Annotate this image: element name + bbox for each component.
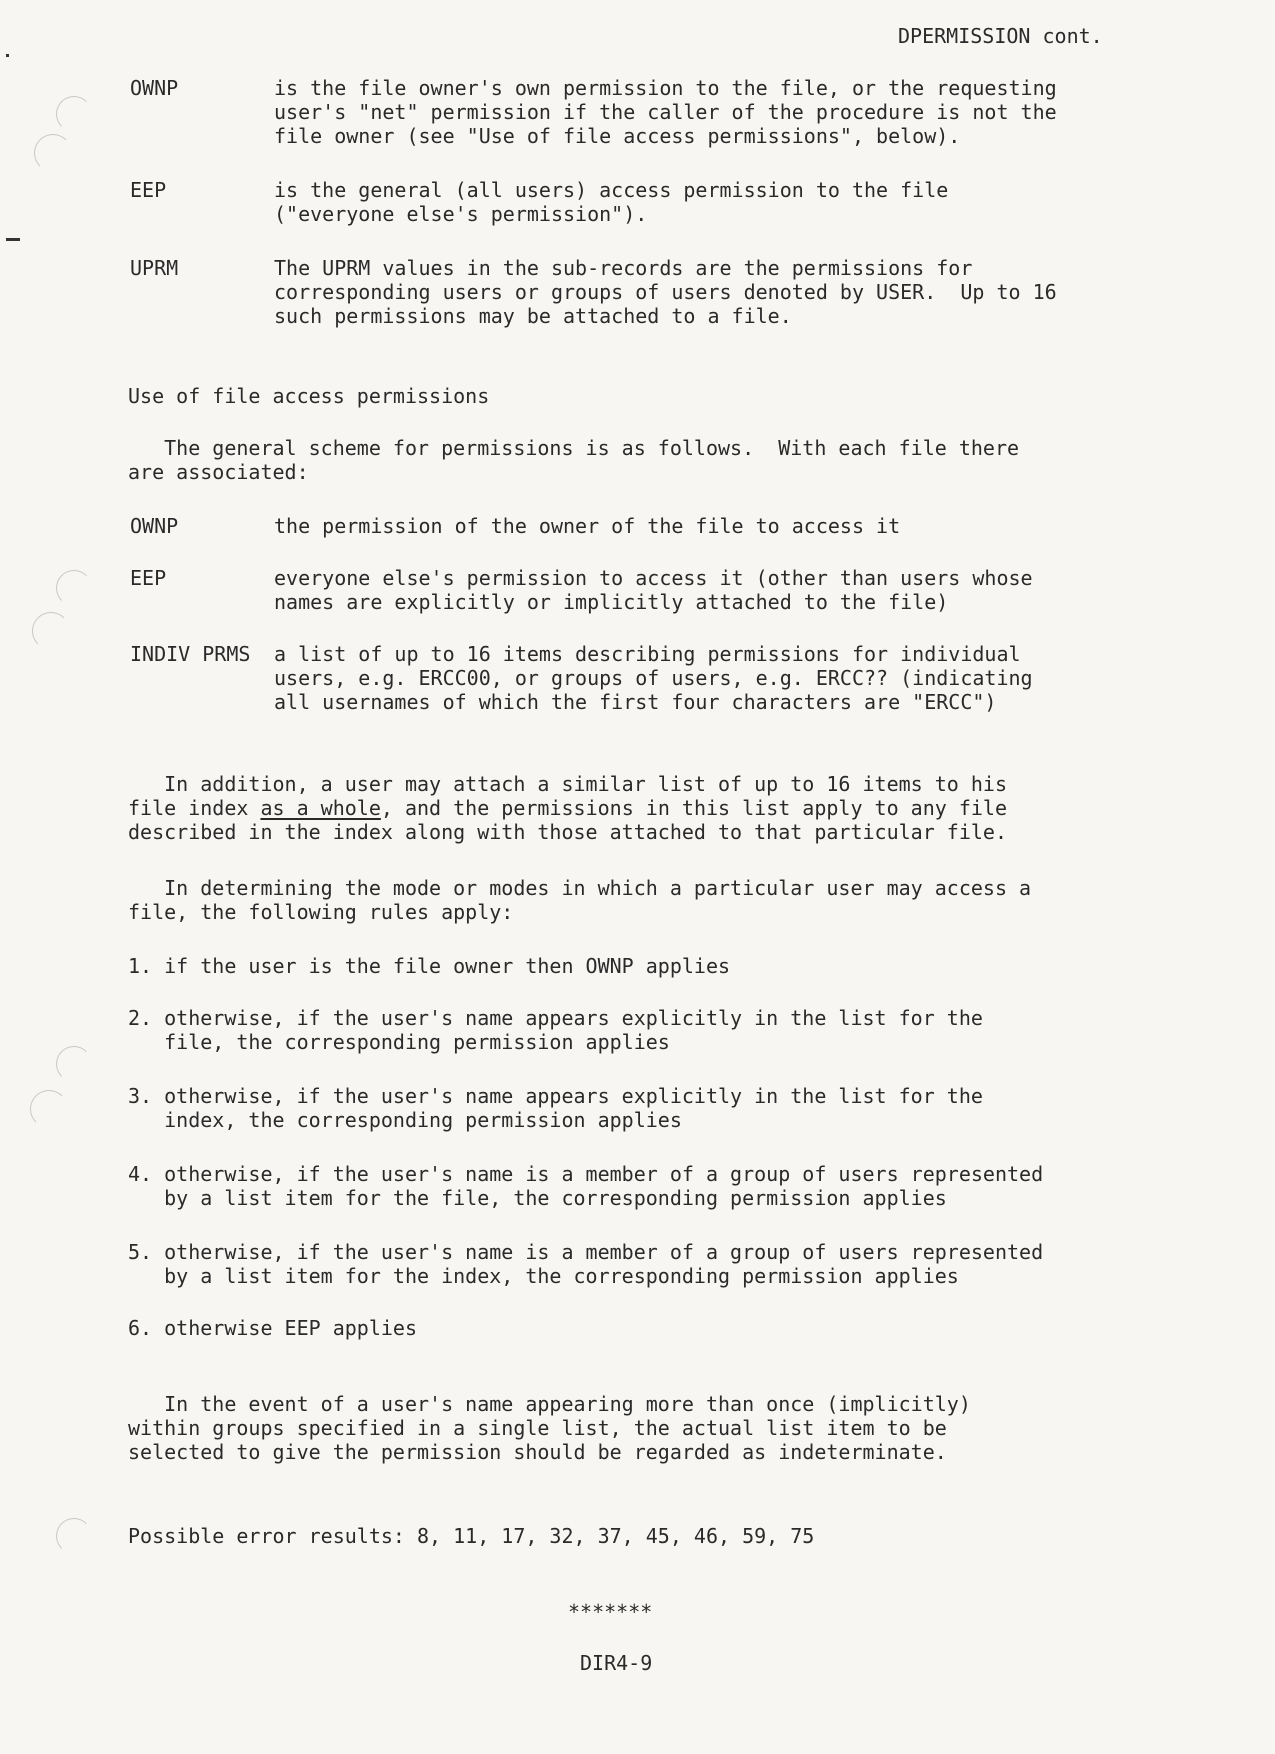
rule-line: 3. otherwise, if the user's name appears explicitly in the list for the: [128, 1084, 983, 1108]
term-ownp: OWNP: [130, 514, 179, 538]
term-ownp: OWNP: [130, 76, 179, 100]
paragraph-line: In addition, a user may attach a similar list of up to 16 items to his: [128, 772, 1007, 796]
paragraph-line: In determining the mode or modes in which a particular user may access a: [128, 876, 1032, 900]
paragraph-line: In the event of a user's name appearing more than once (implicitly): [128, 1392, 971, 1416]
rule-line: file, the corresponding permission applies: [128, 1030, 670, 1054]
term-eep: EEP: [130, 178, 167, 202]
rule-line: by a list item for the file, the corresponding permission applies: [128, 1186, 947, 1210]
paragraph-text: , and the permissions in this list apply to any file: [380, 796, 1008, 820]
paragraph-line: within groups specified in a single list, the actual list item to be: [128, 1416, 947, 1440]
definition-line: a list of up to 16 items describing permissions for individual: [274, 642, 1021, 666]
term-indiv-prms: INDIV PRMS: [130, 642, 251, 666]
underlined-phrase: as a whole: [260, 796, 381, 820]
definition-line: the permission of the owner of the file to access it: [274, 514, 901, 538]
rule-line: 6. otherwise EEP applies: [128, 1316, 417, 1340]
rule-line: 5. otherwise, if the user's name is a member of a group of users represented: [128, 1240, 1044, 1264]
definition-line: The UPRM values in the sub-records are the permissions for: [274, 256, 973, 280]
paragraph-line: described in the index along with those attached to that particular file.: [128, 820, 1007, 844]
definition-line: users, e.g. ERCC00, or groups of users, e.g. ERCC?? (indicating: [274, 666, 1033, 690]
definition-line: everyone else's permission to access it (other than users whose: [274, 566, 1033, 590]
rule-line: 1. if the user is the file owner then OWNP applies: [128, 954, 731, 978]
punch-hole: [30, 1090, 68, 1128]
error-results: Possible error results: 8, 11, 17, 32, 37, 45, 46, 59, 75: [128, 1524, 815, 1548]
definition-line: such permissions may be attached to a file.: [274, 304, 792, 328]
punch-hole: [56, 570, 92, 606]
term-uprm: UPRM: [130, 256, 179, 280]
page-header: DPERMISSION cont.: [898, 24, 1103, 48]
definition-line: all usernames of which the first four characters are "ERCC"): [274, 690, 997, 714]
definition-line: is the file owner's own permission to the file, or the requesting: [274, 76, 1057, 100]
punch-hole: [56, 1046, 92, 1082]
punch-hole: [56, 1518, 92, 1554]
separator-stars: *******: [568, 1600, 653, 1624]
term-eep: EEP: [130, 566, 167, 590]
scan-mark: [6, 238, 20, 241]
definition-line: user's "net" permission if the caller of the procedure is not the: [274, 100, 1057, 124]
definition-line: file owner (see "Use of file access permissions", below).: [274, 124, 961, 148]
rule-line: 2. otherwise, if the user's name appears explicitly in the list for the: [128, 1006, 983, 1030]
scan-mark: [6, 54, 9, 57]
punch-hole: [56, 96, 92, 132]
paragraph-line: The general scheme for permissions is as follows. With each file there: [128, 436, 1020, 460]
paragraph-line: are associated:: [128, 460, 309, 484]
paragraph-line: selected to give the permission should be regarded as indeterminate.: [128, 1440, 947, 1464]
punch-hole: [32, 612, 70, 650]
section-heading: Use of file access permissions: [128, 384, 490, 408]
definition-line: names are explicitly or implicitly attached to the file): [274, 590, 949, 614]
rule-line: 4. otherwise, if the user's name is a member of a group of users represented: [128, 1162, 1044, 1186]
definition-line: ("everyone else's permission").: [274, 202, 648, 226]
definition-line: corresponding users or groups of users denoted by USER. Up to 16: [274, 280, 1057, 304]
definition-line: is the general (all users) access permission to the file: [274, 178, 949, 202]
paragraph-text: file index: [128, 796, 261, 820]
rule-line: index, the corresponding permission applies: [128, 1108, 682, 1132]
paragraph-line: [128, 796, 1007, 820]
page-number: DIR4-9: [580, 1651, 653, 1675]
rule-line: by a list item for the index, the corresponding permission applies: [128, 1264, 959, 1288]
paragraph-line: file, the following rules apply:: [128, 900, 514, 924]
punch-hole: [34, 134, 72, 172]
